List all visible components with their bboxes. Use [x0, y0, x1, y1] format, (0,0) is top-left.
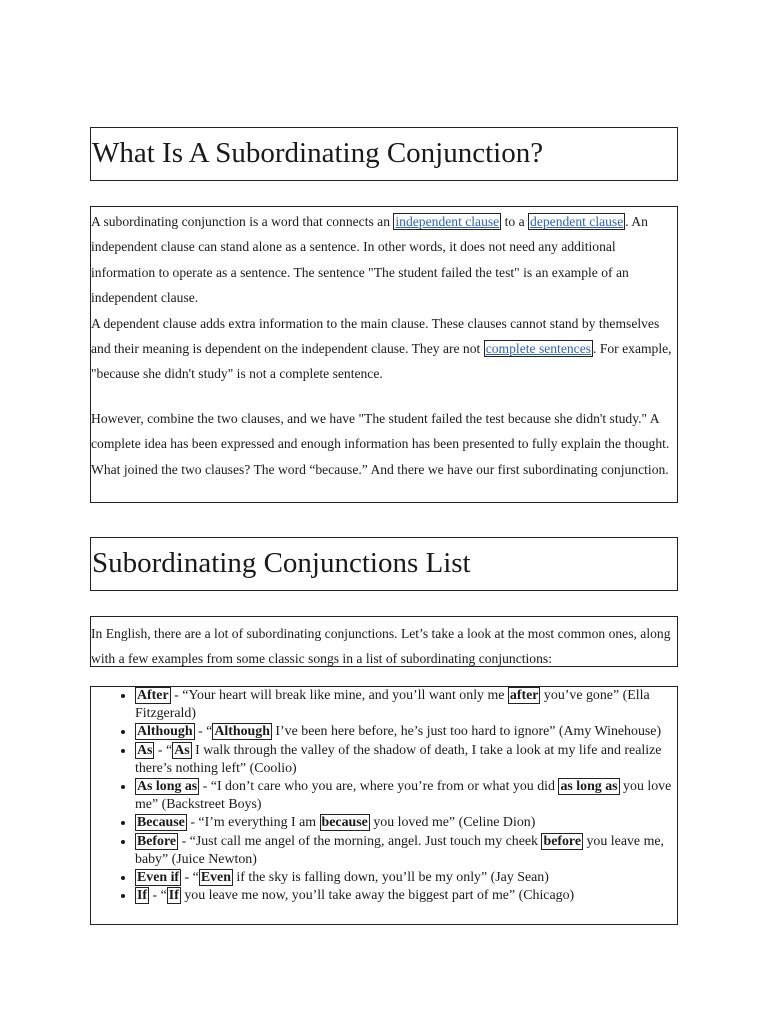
list-item — [135, 869, 677, 887]
example-text: you love me” (Backstreet Boys) — [135, 779, 672, 813]
conjunction-list — [91, 687, 677, 905]
example-text: if the sky is falling down, you’ll be my only” (Jay Sean) — [232, 870, 549, 886]
highlighted-conjunction: before — [543, 833, 582, 849]
independent-clause-link[interactable]: independent clause — [395, 214, 500, 229]
example-text: I’ve been here before, he’s just too hard to ignore” (Amy Winehouse) — [271, 724, 662, 740]
list-item — [135, 778, 677, 814]
highlighted-conjunction: as long as — [560, 779, 618, 795]
text-span: . An independent clause can stand alone as a sentence. In other words, it does not need any additional information to operate as a sentence. The sentence "The student failed the test" is an example of an independent clause. — [91, 214, 648, 306]
highlighted-conjunction: Even — [200, 870, 231, 886]
example-text: you loved me” (Celine Dion) — [369, 815, 536, 831]
definition-text-block — [90, 206, 678, 503]
example-text: you leave me now, you’ll take away the biggest part of me” (Chicago) — [180, 888, 575, 904]
highlighted-conjunction: after — [509, 688, 539, 703]
example-text: - “Your heart will break like mine, and you’ll want only me — [170, 688, 508, 703]
example-text: I walk through the valley of the shadow of death, I take a look at my life and realize there’s nothing left” (Coolio) — [135, 742, 662, 776]
highlighted-conjunction: As — [174, 742, 190, 758]
example-text: - “I’m everything I am — [186, 815, 320, 831]
complete-sentences-link[interactable]: complete sentences — [485, 341, 592, 357]
list-item — [135, 723, 677, 741]
list-item — [135, 887, 677, 905]
conjunction-term: As — [137, 742, 153, 758]
conjunction-examples-box — [90, 686, 678, 925]
list-item — [135, 742, 677, 778]
highlighted-conjunction: If — [168, 888, 179, 904]
conjunction-term: If — [137, 888, 148, 904]
highlighted-conjunction: Although — [214, 724, 270, 740]
example-text: you leave me, baby” (Juice Newton) — [135, 833, 665, 867]
section-title-what-is: What Is A Subordinating Conjunction? — [90, 127, 678, 181]
highlighted-conjunction: because — [321, 815, 368, 831]
conjunction-term: Because — [137, 815, 185, 831]
paragraph-combined-clauses: However, combine the two clauses, and we have "The student failed the test because she didn't study." A complete idea has been expressed and enough information has been presented to fully explain the thought. What joined the two clauses? The word “because.” And there we have our first subordinating conjunction. — [91, 410, 670, 477]
text-span: A subordinating conjunction is a word that connects an — [91, 214, 394, 229]
example-text: you’ve gone” (Ella Fitzgerald) — [135, 688, 650, 722]
paragraph-dependent-clause — [91, 311, 677, 387]
example-text: - “Just call me angel of the morning, angel. Just touch my cheek — [178, 833, 542, 849]
example-text: - “ — [149, 888, 167, 904]
conjunction-term: Although — [137, 724, 193, 740]
example-text: - “ — [181, 870, 199, 886]
example-text: - “ — [154, 742, 173, 758]
list-intro-text: In English, there are a lot of subordinating conjunctions. Let’s take a look at the most common ones, along with a few examples from some classic songs in a list of subordinating conjunctions: — [90, 616, 678, 667]
text-span: . For example, "because she didn't study" is not a complete sentence. — [91, 341, 672, 382]
dependent-clause-link[interactable]: dependent clause — [530, 214, 624, 229]
section-title-list: Subordinating Conjunctions List — [90, 537, 678, 591]
conjunction-term: Before — [137, 833, 177, 849]
list-item — [135, 833, 677, 869]
text-span: to a — [501, 214, 529, 229]
conjunction-term: As long as — [137, 779, 198, 795]
list-item — [135, 814, 677, 832]
conjunction-term: Even if — [137, 870, 180, 886]
paragraph-spacer — [91, 387, 677, 406]
text-span: A dependent clause adds extra information to the main clause. These clauses cannot stand by themselves and their meaning is dependent on the independent clause. They are not — [91, 315, 660, 357]
example-text: - “ — [194, 724, 213, 740]
example-text: - “I don’t care who you are, where you’re from or what you did — [199, 779, 559, 795]
list-item — [135, 687, 677, 723]
paragraph-independent-clause — [91, 209, 677, 311]
conjunction-term: After — [137, 688, 169, 703]
